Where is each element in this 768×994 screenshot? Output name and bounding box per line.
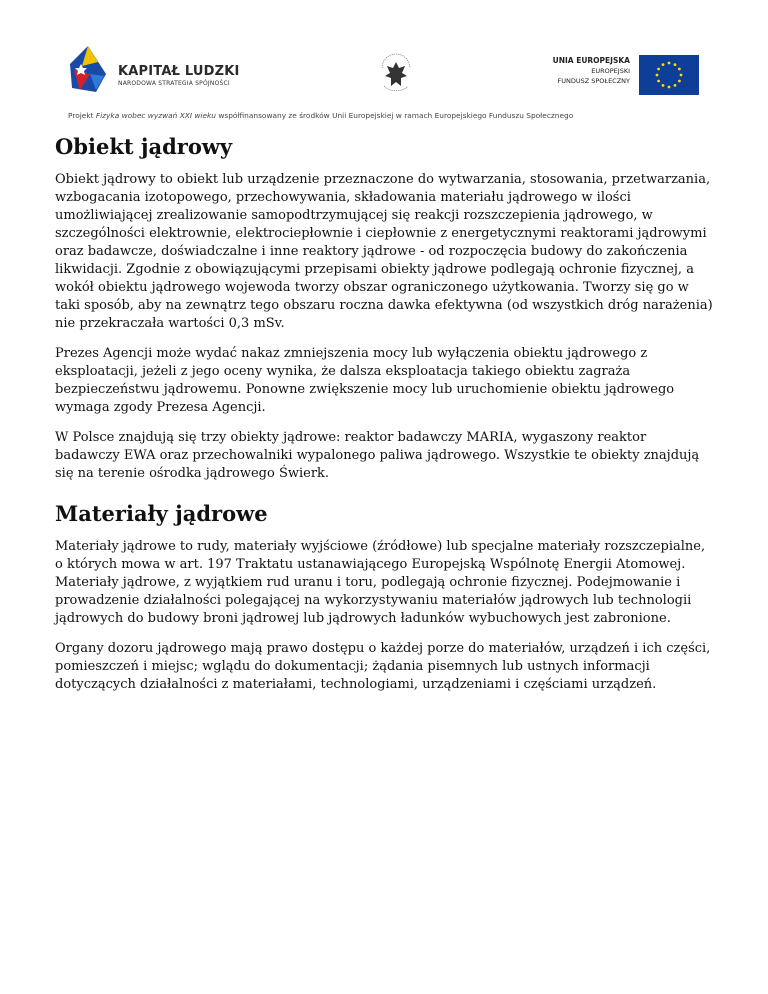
- project-funding-line: [68, 111, 573, 120]
- document-header: [0, 0, 768, 130]
- eu-line-1: UNIA EUROPEJSKA: [552, 56, 630, 65]
- eu-flag-icon: [639, 55, 699, 95]
- paragraph: Organy dozoru jądrowego mają prawo dostępu o każdej porze do materiałów, urządzeń i ich części, pomieszczeń i miejsc; wglądu do dokumentacji; żądania pisemnych lub ustnych informacji dotyczących działalności z materiałami, technologiami, urządzeniami i częściami urządzeń.: [55, 641, 711, 692]
- kapital-ludzki-emblem-icon: [68, 44, 108, 94]
- project-prefix: Projekt: [68, 111, 96, 120]
- kapital-ludzki-logo: [68, 44, 268, 96]
- paragraph: Prezes Agencji może wydać nakaz zmniejszenia mocy lub wyłączenia obiektu jądrowego z eksploatacji, jeżeli z jego oceny wynika, że dalsza eksploatacja takiego obiektu zagraża bezpieczeństwu jądrowemu. Ponowne zwiększenie mocy lub uruchomienie obiektu jądrowego wymaga zgody Prezesa Agencji.: [55, 346, 675, 415]
- section-heading: Materiały jądrowe: [55, 501, 268, 526]
- eu-line-3: FUNDUSZ SPOŁECZNY: [557, 77, 630, 85]
- project-suffix: współfinansowany ze środków Unii Europejskiej w ramach Europejskiego Funduszu Społecznego: [215, 111, 574, 120]
- eu-line-2: EUROPEJSKI: [591, 67, 630, 75]
- kapital-ludzki-subtitle: NARODOWA STRATEGIA SPÓJNOŚCI: [118, 80, 230, 87]
- project-title: Fizyka wobec wyzwań XXI wieku: [95, 111, 216, 120]
- university-seal-icon: [376, 48, 416, 98]
- paragraph: Obiekt jądrowy to obiekt lub urządzenie przeznaczone do wytwarzania, stosowania, przetwarzania, wzbogacania izotopowego, przechowywania, składowania materiału jądrowego w ilości umożliwiającej zrealizowanie samopodtrzymującej się reakcji rozszczepienia jądrowego, w szczególności elektrownie, elektrociepłownie i ciepłownie z energetycznymi reaktorami jądrowymi oraz badawcze, doświadczalne i inne reaktory jądrowe - od rozpoczęcia budowy do zakończenia likwidacji. Zgodnie z obowiązującymi przepisami obiekty jądrowe podlegają ochronie fizycznej, a wokół obiektu jądrowego wojewoda tworzy obszar ograniczonego użytkowania. Tworzy się go w taki sposób, aby na zewnątrz tego obszaru roczna dawka efektywna (od wszystkich dróg narażenia) nie przekraczała wartości 0,3 mSv.: [55, 172, 713, 331]
- paragraph: Materiały jądrowe to rudy, materiały wyjściowe (źródłowe) lub specjalne materiały rozszczepialne, o których mowa w art. 197 Traktatu ustanawiającego Europejską Wspólnotę Energii Atomowej. Materiały jądrowe, z wyjątkiem rud uranu i toru, podlegają ochronie fizycznej. Podejmowanie i prowadzenie działalności polegającej na wykorzystywaniu materiałów jądrowych lub technologii jądrowych do budowy broni jądrowej lub jądrowych ładunków wybuchowych jest zabronione.: [55, 539, 706, 626]
- kapital-ludzki-title: KAPITAŁ LUDZKI: [118, 64, 240, 79]
- section-heading: Obiekt jądrowy: [55, 134, 233, 159]
- paragraph: W Polsce znajdują się trzy obiekty jądrowe: reaktor badawczy MARIA, wygaszony reaktor badawczy EWA oraz przechowalniki wypalonego paliwa jądrowego. Wszystkie te obiekty znajdują się na terenie ośrodka jądrowego Świerk.: [55, 430, 700, 481]
- document-body: [55, 130, 715, 706]
- eu-logo-text: [520, 56, 630, 86]
